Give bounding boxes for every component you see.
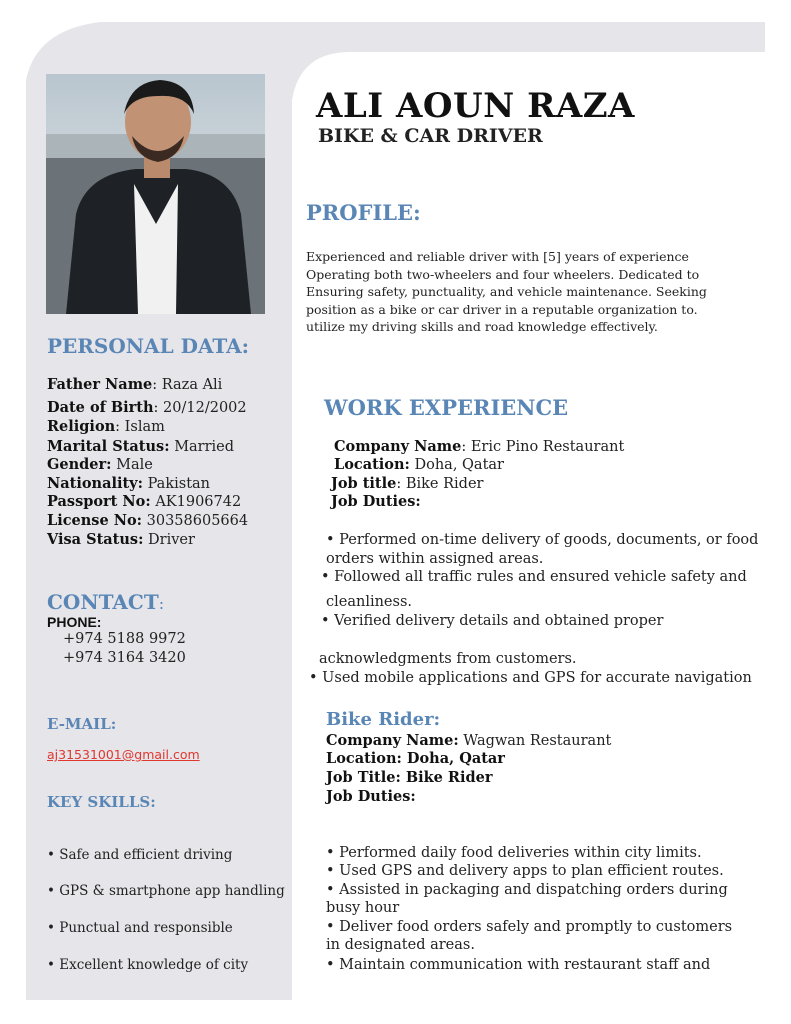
key-skills-heading: KEY SKILLS: [47,793,156,811]
skill-item: • Safe and efficient driving [47,847,233,863]
job1-duty-line: orders within assigned areas. [326,551,544,567]
skill-item: • Punctual and responsible [47,920,233,936]
personal-item-religion: Religion: Islam [47,418,165,435]
person-portrait-photo-icon [46,74,265,314]
personal-item-passport-no: Passport No: AK1906742 [47,493,242,510]
work-experience-heading: WORK EXPERIENCE [324,395,569,420]
job1-duty-line: • Verified delivery details and obtained proper [321,613,664,629]
phone-number: +974 5188 9972 [63,631,186,647]
job2-duty-line: in designated areas. [326,937,475,953]
profile-line: Ensuring safety, punctuality, and vehicle maintenance. Seeking [306,284,707,299]
job1-title: Job title: Bike Rider [331,475,484,492]
job1-duty-line: acknowledgments from customers. [319,651,577,667]
job2-location: Location: Doha, Qatar [326,750,505,767]
job2-duty-line: • Assisted in packaging and dispatching orders during [326,882,728,898]
profile-heading: PROFILE: [306,200,421,225]
profile-line: Operating both two-wheelers and four wheelers. Dedicated to [306,266,700,282]
job2-duty-line: busy hour [326,900,400,916]
job2-company: Company Name: Wagwan Restaurant [326,732,612,749]
job1-duty-line: • Followed all traffic rules and ensured vehicle safety and [321,569,747,585]
profile-photo [46,74,265,314]
job1-duty-line: • Performed on-time delivery of goods, documents, or food [326,532,759,548]
job2-duties-label: Job Duties: [326,788,416,805]
phone-label: PHONE: [47,614,102,630]
job2-duty-line: • Used GPS and delivery apps to plan efficient routes. [326,863,724,879]
job2-duty-line: • Deliver food orders safely and promptly to customers [326,919,733,935]
job2-duty-line: • Performed daily food deliveries within city limits. [326,845,702,861]
contact-heading: CONTACT: [47,590,165,614]
profile-line: Experienced and reliable driver with [5] years of experience [306,249,689,264]
job1-duty-line: • Used mobile applications and GPS for accurate navigation [309,670,752,686]
personal-item-nationality: Nationality: Pakistan [47,475,211,492]
email-heading: E-MAIL: [47,715,117,733]
personal-item-father-name: Father Name: Raza Ali [47,376,223,393]
profile-summary [306,248,736,336]
personal-item-marital-status: Marital Status: Married [47,438,235,455]
personal-item-license-no: License No: 30358605664 [47,512,249,529]
job2-heading: Bike Rider: [326,709,441,730]
personal-item-visa-status: Visa Status: Driver [47,531,195,548]
email-link[interactable]: aj31531001@gmail.com [47,747,200,762]
job1-duties-label: Job Duties: [331,493,421,510]
skill-item: • Excellent knowledge of city [47,957,249,973]
job-title: BIKE & CAR DRIVER [318,125,543,147]
personal-item-date-of-birth: Date of Birth: 20/12/2002 [47,399,247,416]
skill-item: • GPS & smartphone app handling [47,883,285,899]
job2-duty-line: • Maintain communication with restaurant staff and [326,957,711,973]
personal-data-heading: PERSONAL DATA: [47,334,250,358]
job2-title: Job Title: Bike Rider [326,769,493,786]
profile-line: position as a bike or car driver in a reputable organization to. [306,301,698,317]
profile-line: utilize my driving skills and road knowledge effectively. [306,319,658,334]
phone-number: +974 3164 3420 [63,650,186,666]
job1-duty-line: cleanliness. [326,594,413,610]
personal-item-gender: Gender: Male [47,456,153,473]
job1-company: Company Name: Eric Pino Restaurant [334,438,625,455]
candidate-name: ALI AOUN RAZA [316,86,635,126]
job1-location: Location: Doha, Qatar [334,456,504,473]
